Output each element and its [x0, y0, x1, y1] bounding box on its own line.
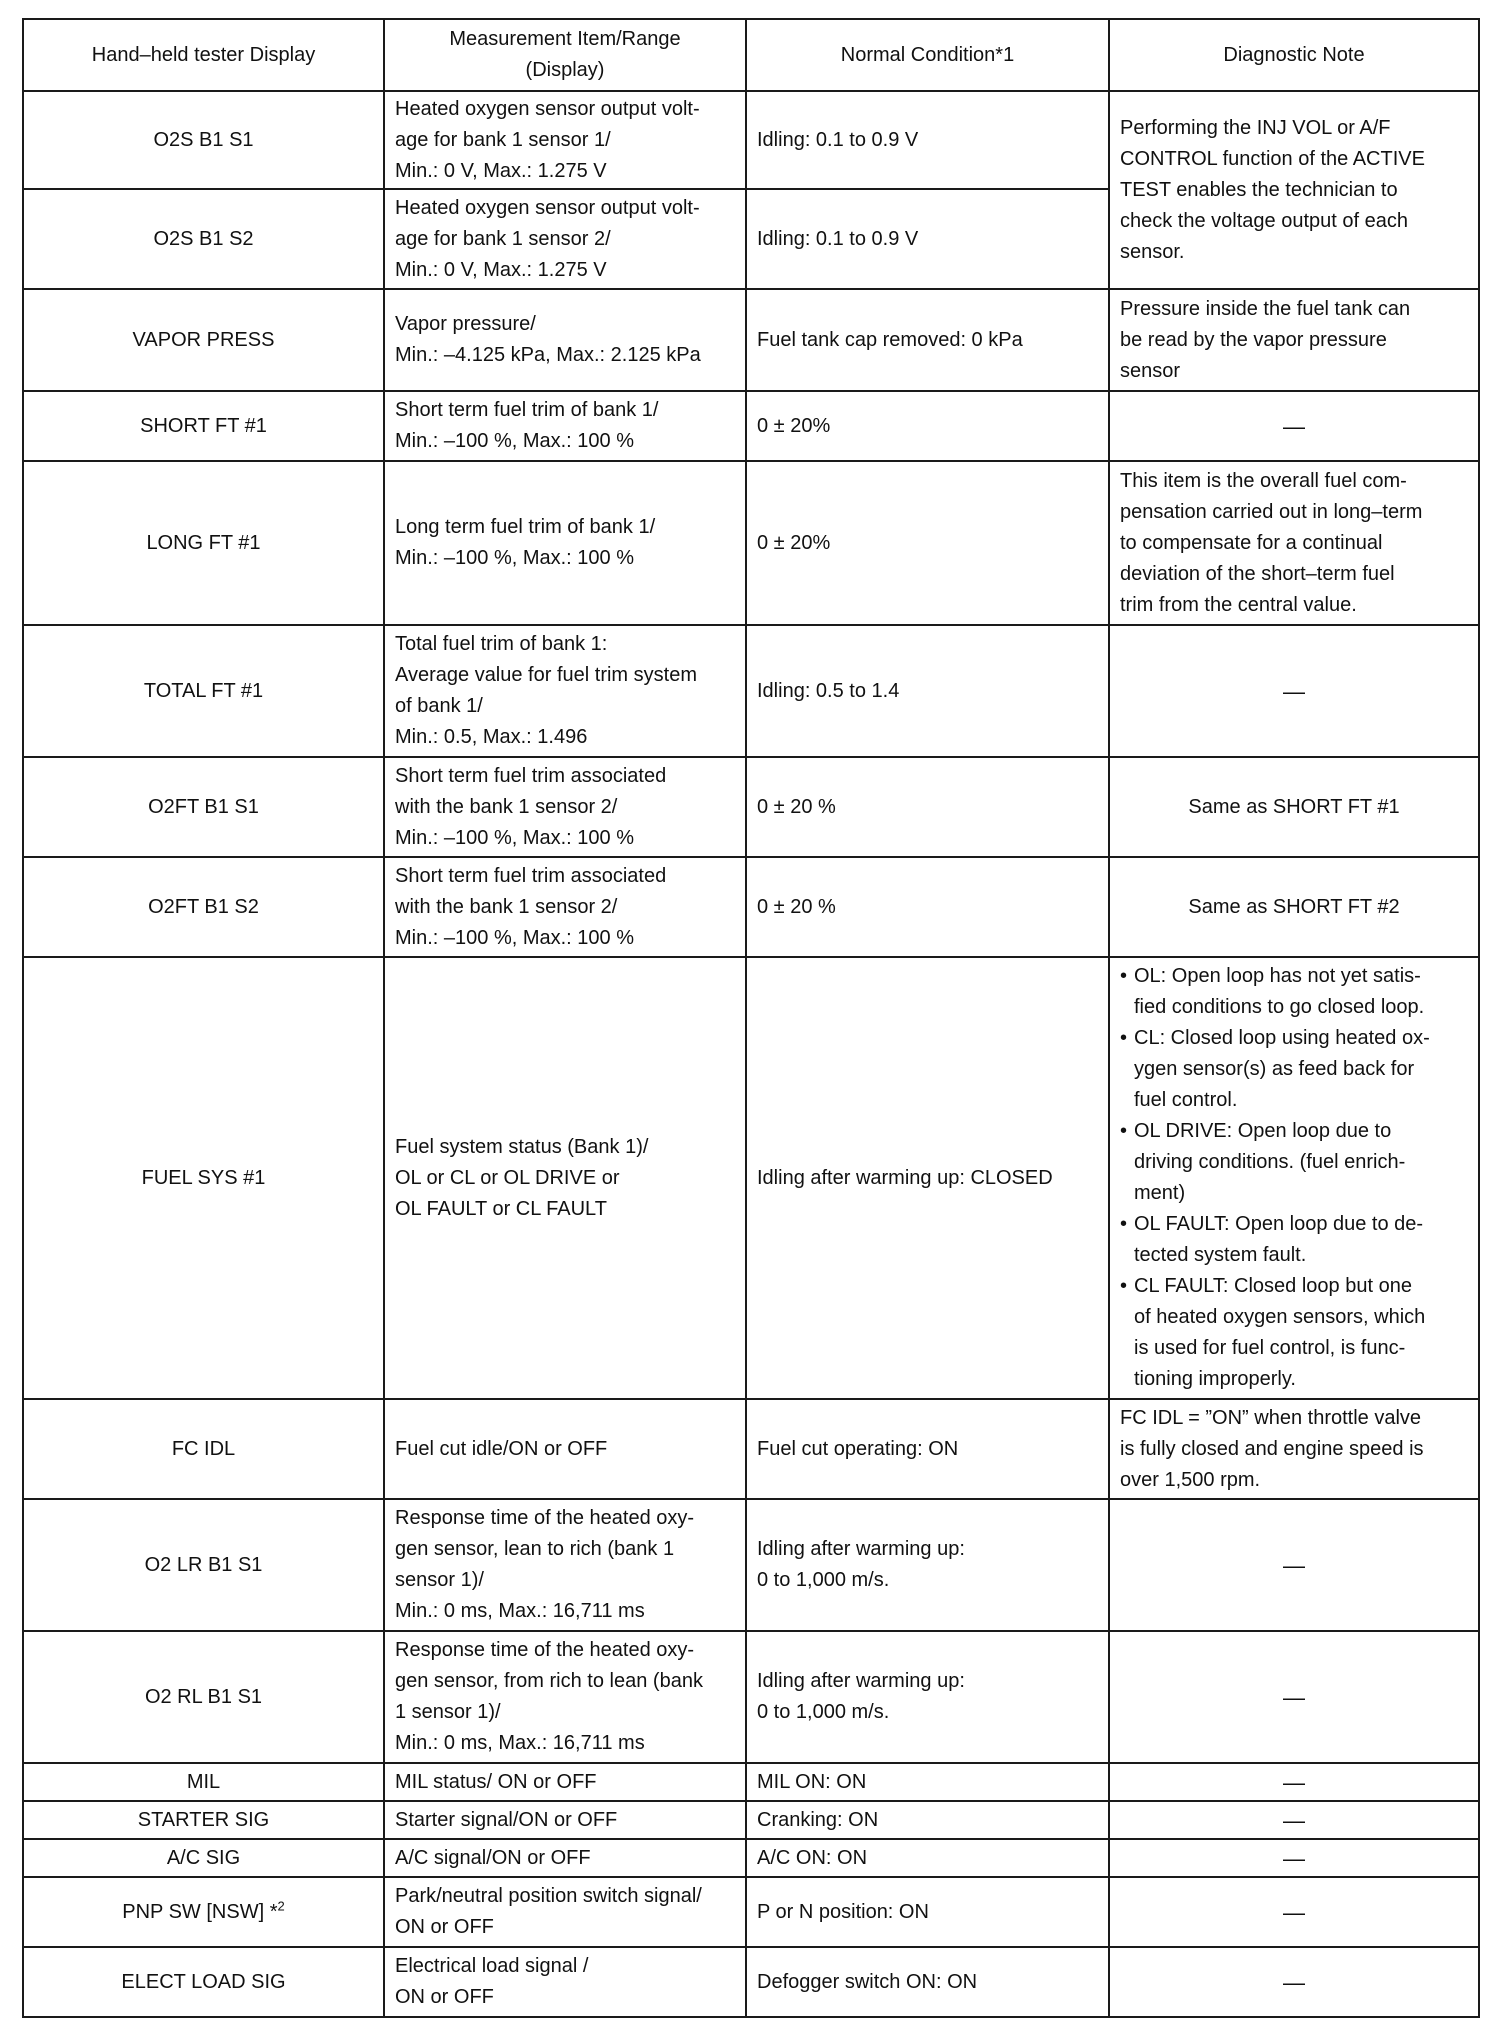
measurement-item-cell: Response time of the heated oxy- gen sensor, lean to rich (bank 1 sensor 1)/ Min.: 0 ms, Max.: 16,711 ms	[384, 1499, 746, 1631]
header-diagnostic-note: Diagnostic Note	[1109, 19, 1479, 91]
tester-display-cell: O2 RL B1 S1	[23, 1631, 384, 1763]
normal-condition-cell: Idling: 0.5 to 1.4	[746, 625, 1109, 757]
table-row	[23, 1763, 1479, 1801]
measurement-item-cell: Fuel cut idle/ON or OFF	[384, 1399, 746, 1499]
tester-display-cell: FC IDL	[23, 1399, 384, 1499]
status-bullet-item: • CL: Closed loop using heated ox- ygen sensor(s) as feed back for fuel control.	[1120, 1023, 1468, 1116]
tester-display-cell: TOTAL FT #1	[23, 625, 384, 757]
measurement-item-cell: Heated oxygen sensor output volt- age for bank 1 sensor 1/ Min.: 0 V, Max.: 1.275 V	[384, 91, 746, 189]
measurement-item-cell: Response time of the heated oxy- gen sensor, from rich to lean (bank 1 sensor 1)/ Min.: 0 ms, Max.: 16,711 ms	[384, 1631, 746, 1763]
table-row	[23, 857, 1479, 957]
normal-condition-cell: MIL ON: ON	[746, 1763, 1109, 1801]
measurement-item-cell: Vapor pressure/ Min.: –4.125 kPa, Max.: 2.125 kPa	[384, 289, 746, 391]
table-row	[23, 391, 1479, 461]
diagnostic-note-cell: —	[1109, 1499, 1479, 1631]
measurement-item-cell: A/C signal/ON or OFF	[384, 1839, 746, 1877]
measurement-item-cell: Heated oxygen sensor output volt- age for bank 1 sensor 2/ Min.: 0 V, Max.: 1.275 V	[384, 189, 746, 289]
normal-condition-cell: 0 ± 20 %	[746, 757, 1109, 857]
tester-display-cell: VAPOR PRESS	[23, 289, 384, 391]
tester-display-cell: MIL	[23, 1763, 384, 1801]
tester-display-cell: LONG FT #1	[23, 461, 384, 625]
table-row	[23, 625, 1479, 757]
diagnostic-note-cell: —	[1109, 1631, 1479, 1763]
status-bullet-item: • OL: Open loop has not yet satis- fied conditions to go closed loop.	[1120, 961, 1468, 1023]
table-row	[23, 1839, 1479, 1877]
normal-condition-cell: 0 ± 20%	[746, 461, 1109, 625]
diagnostic-note-cell: Pressure inside the fuel tank can be read by the vapor pressure sensor	[1109, 289, 1479, 391]
tester-display-cell: O2FT B1 S2	[23, 857, 384, 957]
table-row	[23, 1631, 1479, 1763]
normal-condition-cell: Idling: 0.1 to 0.9 V	[746, 189, 1109, 289]
diagnostic-note-cell: Performing the INJ VOL or A/F CONTROL function of the ACTIVE TEST enables the technician to check the voltage output of each sensor.	[1109, 91, 1479, 289]
measurement-item-cell: Total fuel trim of bank 1: Average value for fuel trim system of bank 1/ Min.: 0.5, Max.: 1.496	[384, 625, 746, 757]
header-tester-display: Hand–held tester Display	[23, 19, 384, 91]
tester-display-cell: STARTER SIG	[23, 1801, 384, 1839]
table-row	[23, 91, 1479, 189]
normal-condition-cell: Cranking: ON	[746, 1801, 1109, 1839]
tester-display-cell: O2S B1 S1	[23, 91, 384, 189]
diagnostic-note-cell: FC IDL = ”ON” when throttle valve is fully closed and engine speed is over 1,500 rpm.	[1109, 1399, 1479, 1499]
normal-condition-cell: Defogger switch ON: ON	[746, 1947, 1109, 2017]
normal-condition-cell: Fuel cut operating: ON	[746, 1399, 1109, 1499]
diagnostic-note-cell: This item is the overall fuel com- pensation carried out in long–term to compensate for a continual deviation of the short–term fuel trim from the central value.	[1109, 461, 1479, 625]
normal-condition-cell: 0 ± 20 %	[746, 857, 1109, 957]
normal-condition-cell: Idling: 0.1 to 0.9 V	[746, 91, 1109, 189]
table-header-row	[23, 19, 1479, 91]
measurement-item-cell: Short term fuel trim of bank 1/ Min.: –100 %, Max.: 100 %	[384, 391, 746, 461]
measurement-item-cell: Electrical load signal / ON or OFF	[384, 1947, 746, 2017]
table-row	[23, 461, 1479, 625]
tester-display-cell: FUEL SYS #1	[23, 957, 384, 1399]
measurement-item-cell: Starter signal/ON or OFF	[384, 1801, 746, 1839]
diagnostic-note-cell: —	[1109, 391, 1479, 461]
measurement-item-cell: Short term fuel trim associated with the bank 1 sensor 2/ Min.: –100 %, Max.: 100 %	[384, 857, 746, 957]
diagnostic-data-table	[22, 18, 1480, 2018]
diagnostic-note-cell: —	[1109, 1801, 1479, 1839]
normal-condition-cell: Idling after warming up: 0 to 1,000 m/s.	[746, 1631, 1109, 1763]
tester-display-cell: O2FT B1 S1	[23, 757, 384, 857]
normal-condition-cell: 0 ± 20%	[746, 391, 1109, 461]
diagnostic-note-cell: —	[1109, 1763, 1479, 1801]
table-row	[23, 289, 1479, 391]
normal-condition-cell: P or N position: ON	[746, 1877, 1109, 1947]
status-bullet-item: • OL DRIVE: Open loop due to driving conditions. (fuel enrich- ment)	[1120, 1116, 1468, 1209]
measurement-item-cell: Fuel system status (Bank 1)/ OL or CL or OL DRIVE or OL FAULT or CL FAULT	[384, 957, 746, 1399]
status-bullet-list	[1120, 961, 1468, 1395]
table-row	[23, 1499, 1479, 1631]
normal-condition-cell: A/C ON: ON	[746, 1839, 1109, 1877]
tester-display-cell: PNP SW [NSW] *$^2$	[23, 1877, 384, 1947]
tester-display-cell: SHORT FT #1	[23, 391, 384, 461]
tester-display-cell: O2S B1 S2	[23, 189, 384, 289]
table-row	[23, 957, 1479, 1399]
diagnostic-note-cell: Same as SHORT FT #2	[1109, 857, 1479, 957]
measurement-item-cell: Park/neutral position switch signal/ ON or OFF	[384, 1877, 746, 1947]
diagnostic-note-cell	[1109, 957, 1479, 1399]
diagnostic-note-cell: —	[1109, 625, 1479, 757]
table-row	[23, 1947, 1479, 2017]
table-row	[23, 1399, 1479, 1499]
table-row	[23, 1801, 1479, 1839]
measurement-item-cell: MIL status/ ON or OFF	[384, 1763, 746, 1801]
header-measurement-item: Measurement Item/Range (Display)	[384, 19, 746, 91]
tester-display-cell: A/C SIG	[23, 1839, 384, 1877]
diagnostic-note-cell: —	[1109, 1947, 1479, 2017]
measurement-item-cell: Long term fuel trim of bank 1/ Min.: –100 %, Max.: 100 %	[384, 461, 746, 625]
status-bullet-item: • OL FAULT: Open loop due to de- tected system fault.	[1120, 1209, 1468, 1271]
tester-display-cell: ELECT LOAD SIG	[23, 1947, 384, 2017]
header-normal-condition: Normal Condition*1	[746, 19, 1109, 91]
diagnostic-note-cell: —	[1109, 1839, 1479, 1877]
diagnostic-note-cell: Same as SHORT FT #1	[1109, 757, 1479, 857]
normal-condition-cell: Fuel tank cap removed: 0 kPa	[746, 289, 1109, 391]
tester-display-cell: O2 LR B1 S1	[23, 1499, 384, 1631]
footnote-marker: 2	[277, 1897, 285, 1913]
status-bullet-item: • CL FAULT: Closed loop but one of heated oxygen sensors, which is used for fuel control, is func- tioning improperly.	[1120, 1271, 1468, 1395]
table-row	[23, 757, 1479, 857]
normal-condition-cell: Idling after warming up: CLOSED	[746, 957, 1109, 1399]
diagnostic-note-cell: —	[1109, 1877, 1479, 1947]
measurement-item-cell: Short term fuel trim associated with the bank 1 sensor 2/ Min.: –100 %, Max.: 100 %	[384, 757, 746, 857]
normal-condition-cell: Idling after warming up: 0 to 1,000 m/s.	[746, 1499, 1109, 1631]
table-row	[23, 1877, 1479, 1947]
